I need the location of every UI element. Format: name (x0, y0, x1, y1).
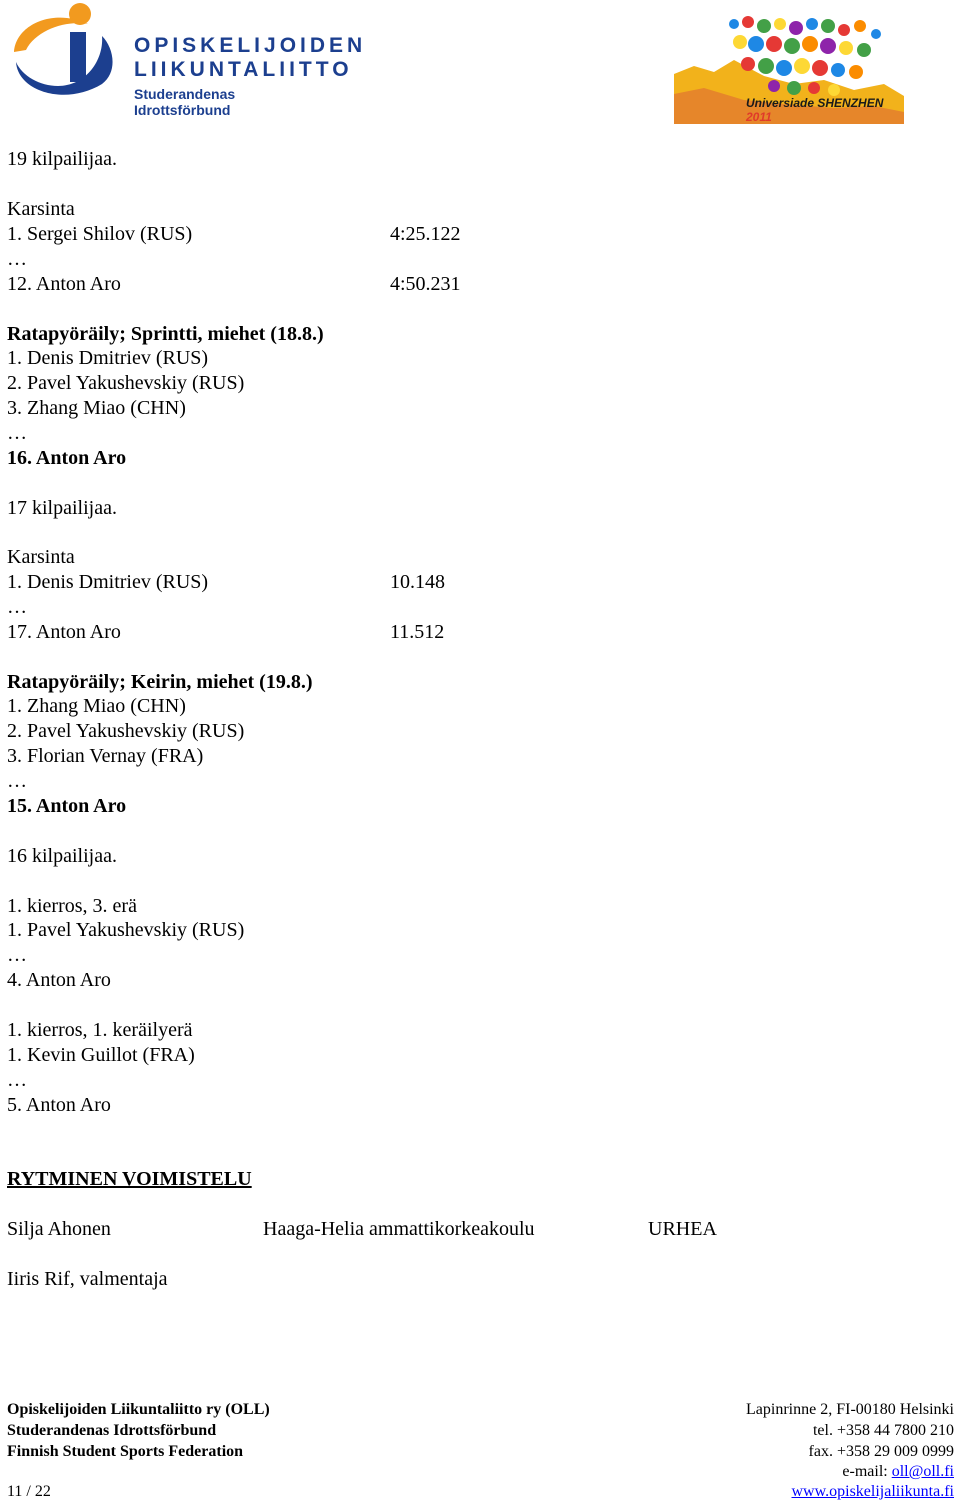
ellipsis: … (7, 248, 27, 270)
competitor-count: 16 kilpailijaa. (7, 845, 117, 867)
result-line: 2. Pavel Yakushevskiy (RUS) (7, 372, 245, 394)
page-number: 11 / 22 (7, 1483, 51, 1500)
footer-address: Lapinrinne 2, FI-00180 Helsinki (746, 1401, 954, 1418)
result-line: 4. Anton Aro (7, 969, 111, 991)
athlete-name: Silja Ahonen (7, 1218, 111, 1240)
heat-label: Karsinta (7, 198, 75, 220)
org-logo-line1: OPISKELIJOIDEN (134, 34, 367, 57)
footer-org-name-sv: Studerandenas Idrottsförbund (7, 1422, 217, 1439)
event-heading: Ratapyöräily; Keirin, miehet (19.8.) (7, 671, 313, 693)
result-line: 3. Florian Vernay (FRA) (7, 745, 204, 767)
event-heading: Ratapyöräily; Sprintti, miehet (18.8.) (7, 323, 324, 345)
heat-label: Karsinta (7, 546, 75, 568)
result-time: 10.148 (390, 571, 445, 593)
footer-email-link[interactable]: oll@oll.fi (891, 1463, 954, 1480)
ellipsis: … (7, 1069, 27, 1091)
result-line-highlight: 16. Anton Aro (7, 447, 127, 469)
ellipsis: … (7, 770, 27, 792)
athlete-school: Haaga-Helia ammattikorkeakoulu (263, 1218, 535, 1240)
competitor-count: 19 kilpailijaa. (7, 148, 117, 170)
ellipsis: … (7, 596, 27, 618)
round-label: 1. kierros, 3. erä (7, 895, 137, 917)
result-time: 4:25.122 (390, 223, 461, 245)
result-line: 17. Anton Aro (7, 621, 121, 643)
footer-org-name-en: Finnish Student Sports Federation (7, 1443, 244, 1460)
result-line: 3. Zhang Miao (CHN) (7, 397, 186, 419)
result-line: 12. Anton Aro (7, 273, 121, 295)
result-line: 1. Denis Dmitriev (RUS) (7, 571, 209, 593)
athlete-program: URHEA (648, 1218, 717, 1240)
result-time: 4:50.231 (390, 273, 461, 295)
footer-phone: tel. +358 44 7800 210 (812, 1422, 954, 1439)
result-line-highlight: 15. Anton Aro (7, 795, 127, 817)
coach-name: Iiris Rif, valmentaja (7, 1268, 168, 1290)
result-line: 1. Pavel Yakushevskiy (RUS) (7, 919, 245, 941)
round-label: 1. kierros, 1. keräilyerä (7, 1019, 193, 1041)
footer-email-label: e-mail: (842, 1463, 892, 1480)
footer-fax: fax. +358 29 009 0999 (808, 1443, 954, 1460)
result-time: 11.512 (390, 621, 445, 643)
oll-emblem-icon (6, 2, 126, 104)
oll-logo (6, 2, 367, 118)
ellipsis: … (7, 422, 27, 444)
footer-website-link[interactable]: www.opiskelijaliikunta.fi (791, 1483, 954, 1500)
result-line: 1. Sergei Shilov (RUS) (7, 223, 193, 245)
section-heading: RYTMINEN VOIMISTELU (7, 1168, 252, 1190)
result-line: 5. Anton Aro (7, 1094, 111, 1116)
result-line: 2. Pavel Yakushevskiy (RUS) (7, 720, 245, 742)
universiade-logo-text: Universiade SHENZHEN 2011 (746, 96, 884, 124)
universiade-logo (674, 14, 904, 124)
competitor-count: 17 kilpailijaa. (7, 497, 117, 519)
org-logo-line2: LIIKUNTALIITTO (134, 58, 353, 81)
ellipsis: … (7, 944, 27, 966)
result-line: 1. Kevin Guillot (FRA) (7, 1044, 195, 1066)
result-line: 1. Zhang Miao (CHN) (7, 695, 186, 717)
result-line: 1. Denis Dmitriev (RUS) (7, 347, 209, 369)
footer-email-line (842, 1461, 954, 1482)
footer-org-name: Opiskelijoiden Liikuntaliitto ry (OLL) (7, 1401, 270, 1418)
org-logo-line3: Studerandenas Idrottsförbund (134, 86, 236, 118)
